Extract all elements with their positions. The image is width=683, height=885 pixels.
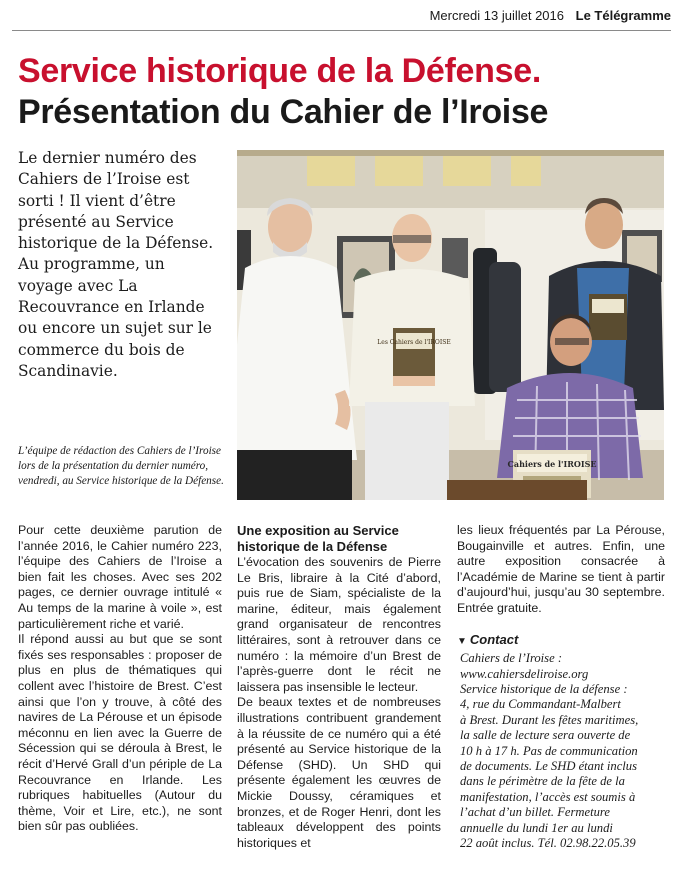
article-column-1	[18, 523, 222, 835]
article-column-3	[457, 523, 665, 851]
page-header	[12, 8, 671, 23]
intro-line: Le dernier numéro des	[18, 149, 197, 167]
intro-line: Scandinavie.	[18, 361, 118, 380]
intro-line: voyage avec La	[18, 276, 138, 295]
publication-date: Mercredi 13 juillet 2016	[429, 8, 564, 23]
article-paragraph: L’évocation des souvenirs de Pierre Le Bris, libraire à la Cité d’abord, puis rue de Siam, spécialiste de la marine, éditeur, mais également grand organisateur de rencontres littéraires, sont à retrouver dans ce numéro : la mémoire d’un Brest de l’après-guerre dont le récit ne laissera pas insensible le lecteur.	[237, 555, 441, 694]
article-paragraph: les lieux fréquentés par La Pérouse, Bougainville et autres. Enfin, une autre exposition consacrée à l’Académie de Marine se tient à partir d’aujourd’hui, jusqu’au 30 septembre. Entrée gratuite.	[457, 523, 665, 615]
team-photo	[237, 150, 664, 500]
contact-line: à Brest. Durant les fêtes maritimes,	[460, 712, 639, 727]
contact-line: manifestation, l’accès est soumis à	[460, 789, 636, 804]
triangle-down-icon: ▼	[457, 635, 467, 647]
intro-paragraph	[18, 148, 226, 382]
newspaper-name: Le Télégramme	[575, 8, 671, 23]
headline-black: Présentation du Cahier de l’Iroise	[18, 93, 549, 131]
intro-line: historique de la Défense.	[18, 234, 214, 253]
contact-line: 22 août inclus. Tél. 02.98.22.05.39	[460, 836, 636, 851]
contact-line: dans le périmètre de la fête de la	[460, 774, 625, 789]
contact-title: Contact	[469, 631, 519, 647]
team-photo-illustration	[237, 150, 664, 500]
intro-line: Cahiers de l’Iroise est	[18, 170, 190, 189]
intro-line: ou encore un sujet sur le	[18, 319, 212, 338]
contact-line: 4, rue du Commandant-Malbert	[460, 697, 621, 712]
intro-line: Recouvrance en Irlande	[18, 298, 205, 317]
book-2-title: Cahiers de l'IROISE	[507, 459, 597, 469]
header-divider	[12, 30, 671, 31]
intro-line: présenté au Service	[18, 212, 174, 231]
article-paragraph: Il répond aussi au but que se sont fixés ses responsables : proposer de plus en plus de thématiques qui collent avec l’histoire de Brest. C’est ainsi que l’on y trouve, à côté des navires de La Pérouse et un épisode méconnu en lien avec la Guerre de Sécession qui se déroula à Brest, le récit d’Hervé Grall d’un périple de La Recouvrance en Irlande. Les rubriques habituelles (Autour du thème, Voir et Lire, etc.), ne sont bien sûr pas oubliées.	[18, 632, 222, 834]
intro-line: sorti ! Il vient d’être	[18, 191, 176, 210]
article-paragraph: De beaux textes et de nombreuses illustrations contribuent grandement à la réussite de ce numéro qui a été présenté au Service historique de la Défense (SHD). Un SHD qui présente également les œuvres de Mickie Doussy, céramiques et bronzes, et de Roger Henri, dont les tableaux développent des points historiques et	[237, 695, 441, 850]
contact-info	[460, 651, 665, 851]
contact-line: de documents. Le SHD étant inclus	[460, 759, 637, 773]
section-subheading: Une exposition au Service historique de la Défense	[237, 523, 399, 554]
headline-red: Service historique de la Défense.	[18, 52, 541, 90]
intro-line: commerce du bois de	[18, 340, 185, 359]
contact-heading	[457, 632, 665, 650]
contact-line: annuelle du lundi 1er au lundi	[460, 820, 613, 835]
article-paragraph: Pour cette deuxième parution de l’année 2016, le Cahier numéro 223, l’équipe des Cahiers de l’Iroise a bien fait les choses. Avec ses 202 pages, ce dernier ouvrage intitulé « Au temps de la marine à voile », est particulièrement riche et varié.	[18, 523, 222, 631]
photo-caption: L’équipe de rédaction des Cahiers de l’Iroise lors de la présentation du dernier numéro, vendredi, au Service historique de la Défense.	[18, 445, 224, 487]
contact-line: Service historique de la défense :	[460, 681, 628, 696]
article-column-2	[237, 523, 441, 851]
contact-line: l’achat d’un billet. Fermeture	[460, 805, 610, 820]
contact-line: Cahiers de l’Iroise :	[460, 651, 563, 666]
book-1-title: Les Cahiers de l'IROISE	[377, 339, 451, 346]
intro-line: Au programme, un	[18, 255, 165, 274]
contact-line: la salle de lecture sera ouverte de	[460, 728, 631, 743]
contact-website-link[interactable]: www.cahiersdeliroise.org	[460, 666, 589, 681]
contact-line: 10 h à 17 h. Pas de communication	[460, 743, 638, 758]
